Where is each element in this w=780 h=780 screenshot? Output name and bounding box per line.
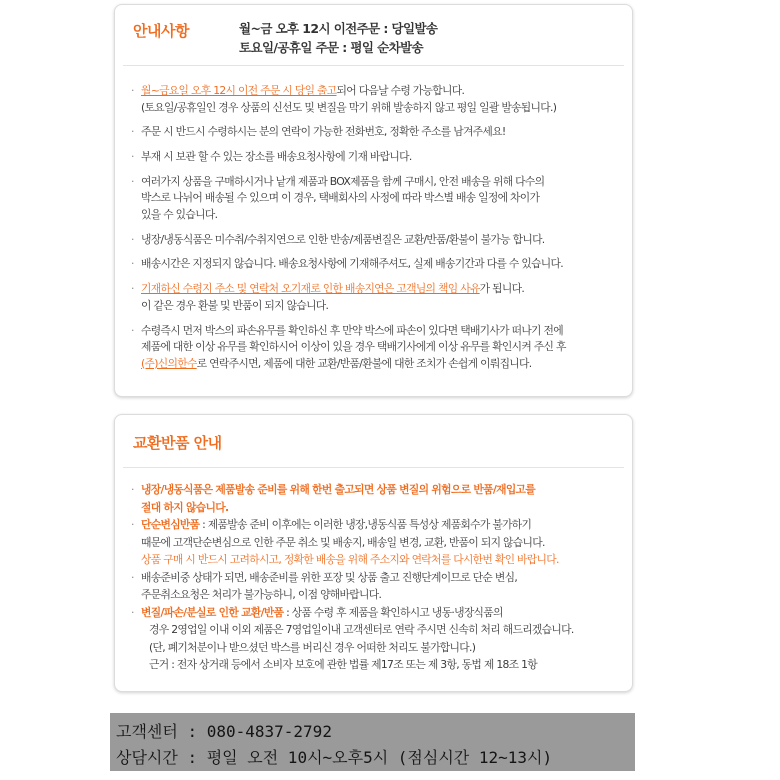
list-item bbox=[131, 569, 626, 604]
item-text: 냉장/냉동식품은 미수취/수취지연으로 인한 반송/제품변질은 교환/반품/환불이 불가능 합니다. bbox=[141, 232, 545, 246]
list-item bbox=[131, 281, 626, 314]
list-item bbox=[131, 323, 626, 373]
item-text: 냉장/냉동식품은 제품발송 준비를 위해 한번 출고되면 상품 변질의 위험으로 반품/재입고를 bbox=[141, 483, 536, 496]
contact-bar bbox=[110, 713, 635, 771]
bullet-icon: · bbox=[131, 282, 134, 296]
item-text: 배송시간은 지정되지 않습니다. 배송요청사항에 기재해주셔도, 실제 배송기간과 다를 수 있습니다. bbox=[141, 257, 563, 271]
list-item bbox=[131, 124, 626, 141]
item-text: 상품 구매 시 반드시 고려하시고, 정확한 배송을 위해 주소지와 연락처를 다시한번 확인 바랍니다. bbox=[141, 553, 559, 566]
list-item bbox=[131, 481, 626, 516]
exchange-list bbox=[131, 481, 626, 674]
bullet-icon: · bbox=[131, 84, 134, 97]
item-text: 때문에 고객단순변심으로 인한 주문 취소 및 배송지, 배송일 변경, 교환, 반품이 되지 않습니다. bbox=[141, 535, 545, 549]
item-text: 제품에 대한 이상 유무를 확인하시어 이상이 있을 경우 택배기사에게 이상 유무를 확인시켜 주신 후 bbox=[141, 340, 566, 354]
company-name: (주)신의한수 bbox=[141, 356, 197, 370]
list-item bbox=[131, 149, 626, 166]
highlight-text: 기재하신 수령지 주소 및 연락처 오기재로 인한 배송지연은 고객님의 책임 사유 bbox=[141, 282, 480, 296]
item-text: 주문취소요청은 처리가 불가능하니, 이점 양해바랍니다. bbox=[141, 588, 382, 601]
notice-list bbox=[131, 83, 626, 380]
list-item bbox=[131, 516, 626, 569]
item-text: : 상품 수령 후 제품을 확인하시고 냉동·냉장식품의 bbox=[283, 605, 503, 619]
item-text: 경우 2영업일 이내 이외 제품은 7영업일이내 고객센터로 연락 주시면 신속히 처리 해드리겠습니다. bbox=[149, 623, 574, 636]
bullet-icon: · bbox=[131, 518, 134, 531]
list-item bbox=[131, 174, 626, 224]
item-text: 여러가지 상품을 구매하시거나 낱개 제품과 BOX제품을 함께 구매시, 안전 배송을 위해 다수의 bbox=[141, 174, 545, 188]
shipping-summary bbox=[239, 19, 437, 57]
customer-center-phone: 고객센터 : 080-4837-2792 bbox=[116, 722, 332, 741]
divider bbox=[123, 65, 624, 66]
highlight-text: 월~금요일 오후 12시 이전 주문 시 당일 출고 bbox=[141, 84, 337, 97]
exchange-card bbox=[114, 414, 633, 692]
list-item bbox=[131, 256, 626, 273]
divider bbox=[123, 467, 624, 468]
summary-weekend: 토요일/공휴일 주문 : 평일 순차발송 bbox=[239, 40, 424, 55]
highlight-text: 단순변심반품 bbox=[141, 518, 200, 531]
item-text: 이 같은 경우 환불 및 반품이 되지 않습니다. bbox=[141, 298, 329, 312]
summary-weekday: 월~금 오후 12시 이전주문 : 당일발송 bbox=[239, 21, 438, 36]
item-text: 근거 : 전자 상거래 등에서 소비자 보호에 관한 법률 제17조 또는 제 3항, 동법 제 18조 1항 bbox=[149, 658, 538, 671]
item-text: 배송준비중 상태가 되면, 배송준비를 위한 포장 및 상품 출고 진행단계이므로 단순 변심, bbox=[141, 570, 518, 584]
bullet-icon: · bbox=[131, 150, 134, 164]
notice-title: 안내사항 bbox=[133, 22, 189, 40]
bullet-icon: · bbox=[131, 483, 134, 496]
exchange-title: 교환반품 안내 bbox=[133, 434, 222, 452]
consultation-hours: 상담시간 : 평일 오전 10시~오후5시 (점심시간 12~13시) bbox=[116, 748, 553, 767]
notice-card bbox=[114, 4, 633, 397]
bullet-icon: · bbox=[131, 570, 134, 584]
bullet-icon: · bbox=[131, 232, 134, 246]
item-text: 있을 수 있습니다. bbox=[141, 207, 218, 221]
item-text: 가 됩니다. bbox=[479, 282, 525, 296]
item-text: (토요일/공휴일인 경우 상품의 신선도 및 변질을 막기 위해 발송하지 않고 평일 일괄 발송됩니다.) bbox=[141, 100, 557, 114]
bullet-icon: · bbox=[131, 323, 134, 337]
bullet-icon: · bbox=[131, 257, 134, 271]
bullet-icon: · bbox=[131, 174, 134, 188]
item-text: : 제품발송 준비 이후에는 이러한 냉장,냉동식품 특성상 제품회수가 불가하기 bbox=[199, 518, 532, 531]
item-text: 수령즉시 먼저 박스의 파손유무를 확인하신 후 만약 박스에 파손이 있다면 택배기사가 떠나기 전에 bbox=[141, 323, 563, 337]
item-text: 주문 시 반드시 수령하시는 분의 연락이 가능한 전화번호, 정확한 주소를 남겨주세요! bbox=[141, 125, 506, 139]
item-text: 되어 다음날 수령 가능합니다. bbox=[336, 84, 465, 97]
bullet-icon: · bbox=[131, 125, 134, 139]
item-text: 부재 시 보관 할 수 있는 장소를 배송요청사항에 기재 바랍니다. bbox=[141, 150, 412, 164]
list-item bbox=[131, 83, 626, 116]
highlight-text: 변질/파손/분실로 인한 교환/반품 bbox=[141, 605, 284, 619]
item-text: (단, 폐기처분이나 받으셨던 박스를 버리신 경우 어떠한 처리도 불가합니다.) bbox=[149, 640, 476, 654]
list-item bbox=[131, 604, 626, 674]
item-text: 박스로 나뉘어 배송될 수 있으며 이 경우, 택배회사의 사정에 따라 박스별 배송 일정에 차이가 bbox=[141, 191, 540, 205]
list-item bbox=[131, 232, 626, 249]
item-text: 로 연락주시면, 제품에 대한 교환/반품/환불에 대한 조치가 손쉽게 이뤄집니다. bbox=[196, 356, 532, 370]
bullet-icon: · bbox=[131, 605, 134, 619]
item-text: 절대 하지 않습니다. bbox=[141, 500, 229, 514]
